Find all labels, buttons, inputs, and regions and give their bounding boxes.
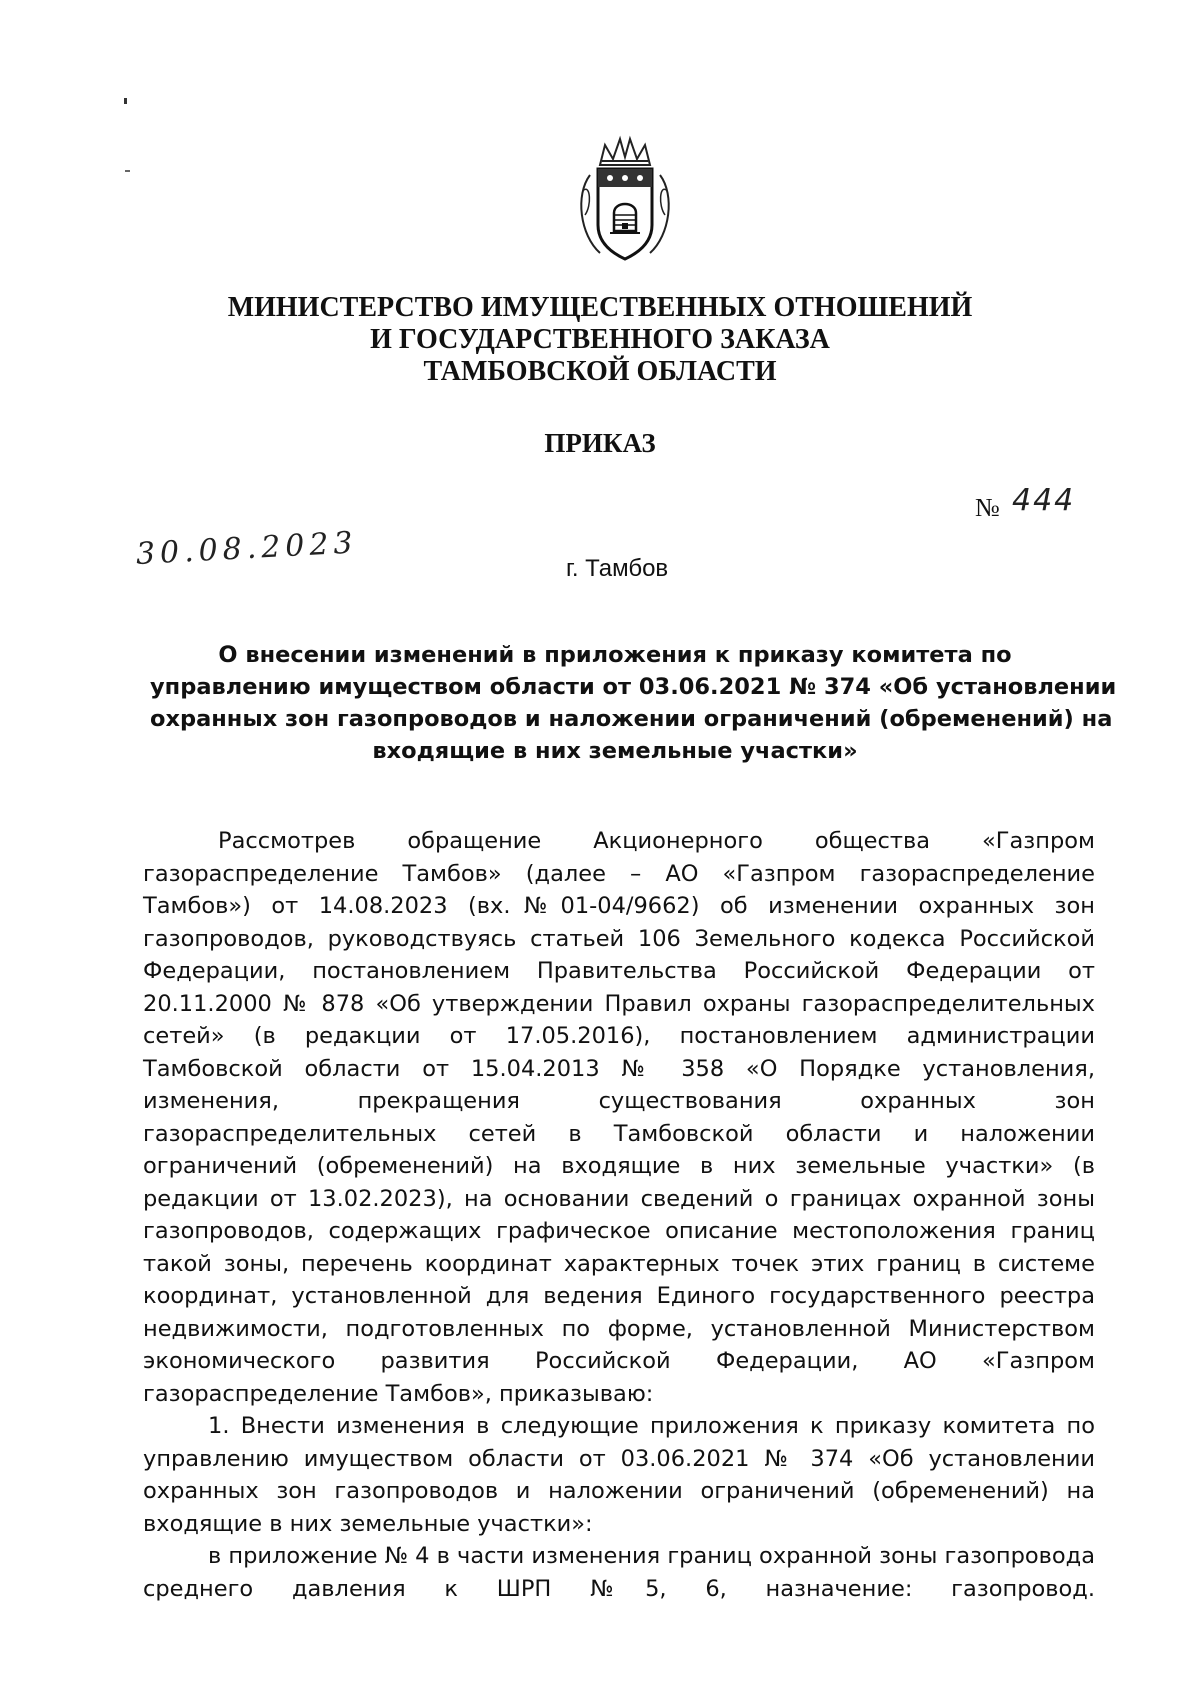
scan-speck: [124, 98, 127, 104]
subject-line: О внесении изменений в приложения к приказу комитета по: [218, 642, 1012, 668]
document-body: [143, 825, 1095, 1605]
ministry-title: [150, 292, 1050, 388]
subject-line: входящие в них земельные участки»: [372, 738, 858, 764]
subject-line: охранных зон газопроводов и наложении ограничений (обременений) на: [150, 706, 1113, 732]
ministry-line: ТАМБОВСКОЙ ОБЛАСТИ: [423, 356, 777, 387]
document-type: ПРИКАЗ: [544, 428, 656, 458]
order-subject: [150, 639, 1117, 767]
body-paragraph-appendix-4: в приложение № 4 в части изменения границ охранной зоны газопровода среднего давления к ШРП №5, 6, назначение: газопровод.: [143, 1543, 1095, 1602]
order-date-handwritten: 30.08.2023: [135, 525, 359, 572]
order-number-label: №: [975, 493, 1000, 522]
body-paragraph-preamble: Рассмотрев обращение Акционерного общества «Газпром газораспределение Тамбов» (далее – АО «Газпром газораспределение Тамбов») от 14.08.2023 (вх.№01-04/9662) об изменении охранных зон газопроводов, руководствуясь статьей 106 Земельного кодекса Российской Федерации, постановлением Правительства Российской Федерации от 20.11.2000 № 878 «Об утверждении Правил охраны газораспределительных сетей» (в редакции от 17.05.2016), постановлением администрации Тамбовской области от 15.04.2013 № 358 «О Порядке установления, изменения, прекращения существования охранных зон газораспределительных сетей в Тамбовской области и наложении ограничений (обременений) на входящие в них земельные участки» (в редакции от 13.02.2023), на основании сведений о границах охранной зоны газопроводов, содержащих графическое описание местоположения границ такой зоны, перечень координат характерных точек этих границ в системе координат, установленной для ведения Единого государственного реестра недвижимости, подготовленных по форме, установленной Министерством экономического развития Российской Федерации, АО «Газпром газораспределение Тамбов», приказываю:: [143, 828, 1095, 1407]
ministry-line: И ГОСУДАРСТВЕННОГО ЗАКАЗА: [370, 324, 830, 355]
body-paragraph-item-1: 1. Внести изменения в следующие приложения к приказу комитета по управлению имуществом области от 03.06.2021 № 374 «Об установлении охранных зон газопроводов и наложении ограничений (обременений) на входящие в них земельные участки»:: [143, 1413, 1095, 1537]
order-number-handwritten: 444: [1012, 483, 1076, 518]
tambov-coat-of-arms-icon: [570, 135, 680, 265]
subject-line: управлению имуществом области от 03.06.2021 № 374 «Об установлении: [150, 674, 1117, 700]
city-line: г. Тамбов: [566, 555, 669, 582]
ministry-line: МИНИСТЕРСТВО ИМУЩЕСТВЕННЫХ ОТНОШЕНИЙ: [227, 292, 973, 323]
scan-speck: [125, 170, 130, 172]
